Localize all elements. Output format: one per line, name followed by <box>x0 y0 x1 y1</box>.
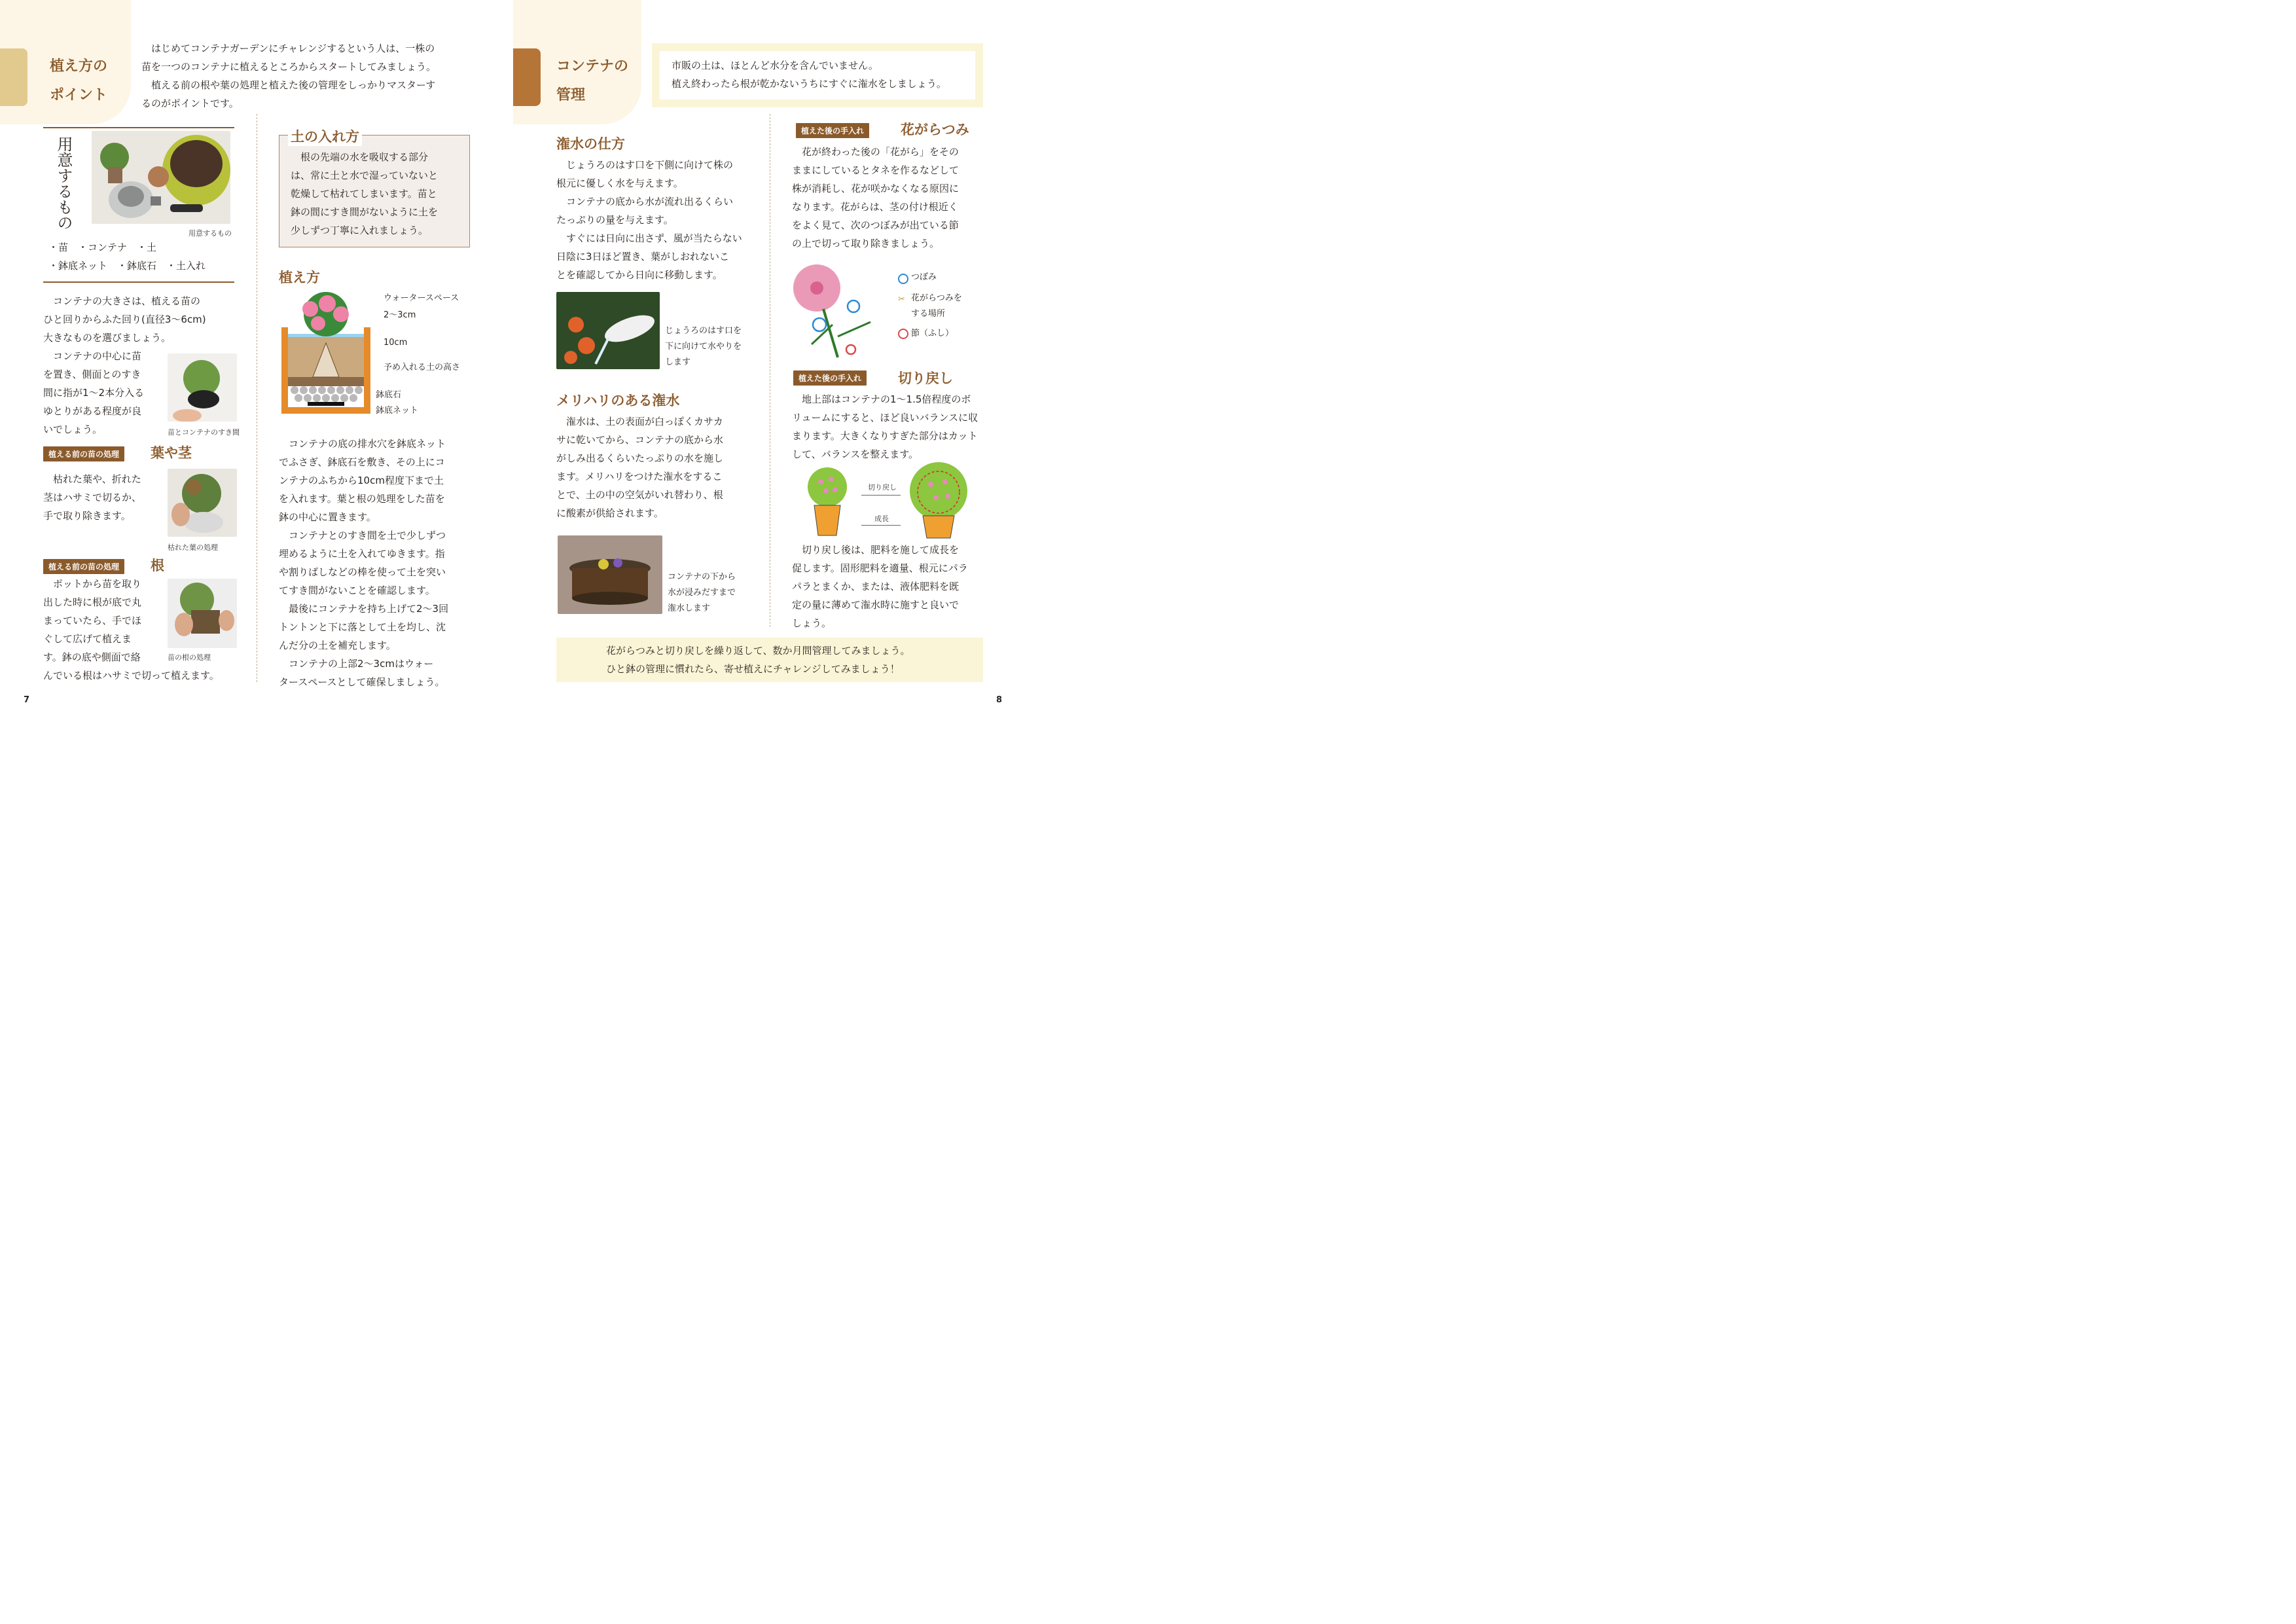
watering-caption: じょうろのはす口を 下に向けて水やりを します <box>665 326 742 367</box>
prepare-heading: 用意するもの <box>54 136 73 230</box>
prepare-caption: 用意するもの <box>188 229 232 238</box>
size-text: コンテナの大きさは、植える苗の ひと回りからふた回り(直径3～6cm) 大きなものを選びましょう。 コンテナの中心に苗 を置き、側面とのすき 間に指が1～2本分入る ゆとりがある程度が良 いでしょう。 <box>43 295 206 435</box>
page-number-right: 8 <box>996 695 1003 705</box>
left-intro: はじめてコンテナガーデンにチャレンジするという人は、一株の 苗を一つのコンテナに植えるところからスタートしてみましょう。 植える前の根や葉の処理と植えた後の管理をしっかりマスターす るのがポイントです。 <box>141 43 437 109</box>
sharp-photo <box>558 535 662 614</box>
root-badge: 植える前の苗の処理 <box>43 559 124 574</box>
label-stones: 鉢底石 <box>376 390 402 400</box>
legend-cut-1: 花がらつみを <box>911 293 962 303</box>
right-title-line2: 管理 <box>556 87 586 103</box>
supplies-photo <box>92 131 230 224</box>
arrow-grow-line <box>861 525 901 526</box>
root-caption: 苗の根の処理 <box>168 653 211 662</box>
large-pot-diagram <box>907 458 970 539</box>
label-water-space: ウォータースペース <box>384 293 459 303</box>
small-pot-diagram <box>805 460 851 538</box>
sharp-text: 潅水は、土の表面が白っぽくカサカ サに乾いてから、コンテナの底から水 がしみ出るくらいたっぷりの水を施し ます。メリハリをつけた潅水をするこ とで、土の中の空気がいれ替わり、根 に酸素が供給されます。 <box>556 416 724 519</box>
leaf-badge: 植える前の苗の処理 <box>43 446 124 461</box>
label-ten-cm: 10cm <box>384 338 408 348</box>
watering-photo <box>556 292 660 369</box>
arrow-back-label: 切り戻し <box>868 483 897 492</box>
root-text: ポットから苗を取り 出した時に根が底で丸 まっていたら、手でほ ぐして広げて植えま す。鉢の底や側面で絡 んでいる根はハサミで切って植えます。 <box>43 578 219 681</box>
left-title-line2: ポイント <box>50 87 108 103</box>
leaf-text: 枯れた葉や、折れた 茎はハサミで切るか、 手で取り除きます。 <box>43 473 142 522</box>
page-number-left: 7 <box>24 695 30 705</box>
deadhead-text: 花が終わった後の「花がら」をその ままにしているとタネを作るなどして 株が消耗し、花が咲かなくなる原因に なります。花がらは、茎の付け根近く をよく見て、次のつぼみが出ている節 の上で切って取り除きましょう。 <box>792 146 960 249</box>
soil-heading: 土の入れ方 <box>288 126 362 146</box>
label-water-space-size: 2～3cm <box>384 310 416 320</box>
planting-text: コンテナの底の排水穴を鉢底ネット でふさぎ、鉢底石を敷き、その上にコ ンテナのふちから10cm程度下まで土 を入れます。葉と根の処理をした苗を 鉢の中心に置きます。 コンテナとのすき間を土で少しずつ 埋めるように土を入れてゆきます。指 や割りばしなどの棒を使って土を突い てすき間がないことを確認します。 最後にコンテナを持ち上げて2～3回 トントンと下に落として土を均し、沈 んだ分の土を補充します。 コンテナの上部2～3cmはウォー タースペースとして確保しましょう。 <box>279 438 449 688</box>
prepare-items-row2: ・鉢底ネット ・鉢底石 ・土入れ <box>48 260 206 272</box>
gap-caption: 苗とコンテナのすき間 <box>168 428 240 437</box>
soil-text: 根の先端の水を吸収する部分 は、常に土と水で湿っていないと 乾燥して枯れてしまいます。苗と 鉢の間にすき間がないように土を 少しずつ丁寧に入れましょう。 <box>291 151 439 236</box>
legend-cut-2: する場所 <box>911 309 946 319</box>
leaf-heading: 葉や茎 <box>151 445 192 461</box>
legend-node: 節（ふし） <box>911 329 954 338</box>
sharp-caption: コンテナの下から 水が浸みだすまで 潅水します <box>668 572 736 613</box>
legend-bud: つぼみ <box>911 272 937 282</box>
scissors-icon: ✂ <box>898 295 905 304</box>
root-heading: 根 <box>151 558 164 573</box>
sharp-heading: メリハリのある潅水 <box>556 393 680 408</box>
node-legend-icon <box>898 329 908 339</box>
arrow-grow-label: 成長 <box>874 514 889 523</box>
footer-text: 花がらつみと切り戻しを繰り返して、数か月間管理してみましょう。 ひと鉢の管理に慣れたら、寄せ植えにチャレンジしてみましょう！ <box>606 645 910 675</box>
leaf-photo <box>168 469 237 537</box>
watering-heading: 潅水の仕方 <box>556 136 625 152</box>
gap-photo <box>168 353 237 422</box>
planting-heading: 植え方 <box>279 270 320 285</box>
label-pre-soil: 予め入れる土の高さ <box>384 363 461 372</box>
right-title-line1: コンテナの <box>556 58 629 75</box>
notice-text: 市販の土は、ほとんど水分を含んでいません。 植え終わったら根が乾かないうちにすぐに潅水をしましょう。 <box>672 60 946 90</box>
pot-icon <box>0 48 27 106</box>
arrow-back-line <box>861 495 901 496</box>
left-title-line1: 植え方の <box>50 58 108 75</box>
deadhead-heading: 花がらつみ <box>901 122 969 137</box>
cutback-after-text: 切り戻し後は、肥料を施して成長を 促します。固形肥料を適量、根元にパラ パラとまくか、または、液体肥料を既 定の量に薄めて潅水時に施すと良いで しょう。 <box>792 544 968 629</box>
label-net: 鉢底ネット <box>376 406 419 416</box>
deadhead-badge: 植えた後の手入れ <box>796 123 869 138</box>
prepare-items-row1: ・苗 ・コンテナ ・土 <box>48 242 157 253</box>
cutback-heading: 切り戻し <box>898 370 953 386</box>
watering-text: じょうろのはす口を下側に向けて株の 根元に優しく水を与えます。 コンテナの底から水が流れ出るくらい たっぷりの量を与えます。 すぐには日向に出さず、風が当たらない 日陰に3日ほど置き、葉がしおれないこ とを確認してから日向に移動します。 <box>556 159 742 281</box>
leaf-caption: 枯れた葉の処理 <box>168 543 218 552</box>
bud-legend-icon <box>898 274 908 284</box>
cutback-badge: 植えた後の手入れ <box>793 370 867 386</box>
deadhead-diagram <box>785 259 884 364</box>
root-photo <box>168 579 237 648</box>
pot-icon-right <box>513 48 541 106</box>
planting-diagram <box>279 291 390 419</box>
cutback-text: 地上部はコンテナの1～1.5倍程度のボ リュームにすると、ほど良いバランスに収 まります。大きくなりすぎた部分はカット して、バランスを整えます。 <box>792 393 978 460</box>
